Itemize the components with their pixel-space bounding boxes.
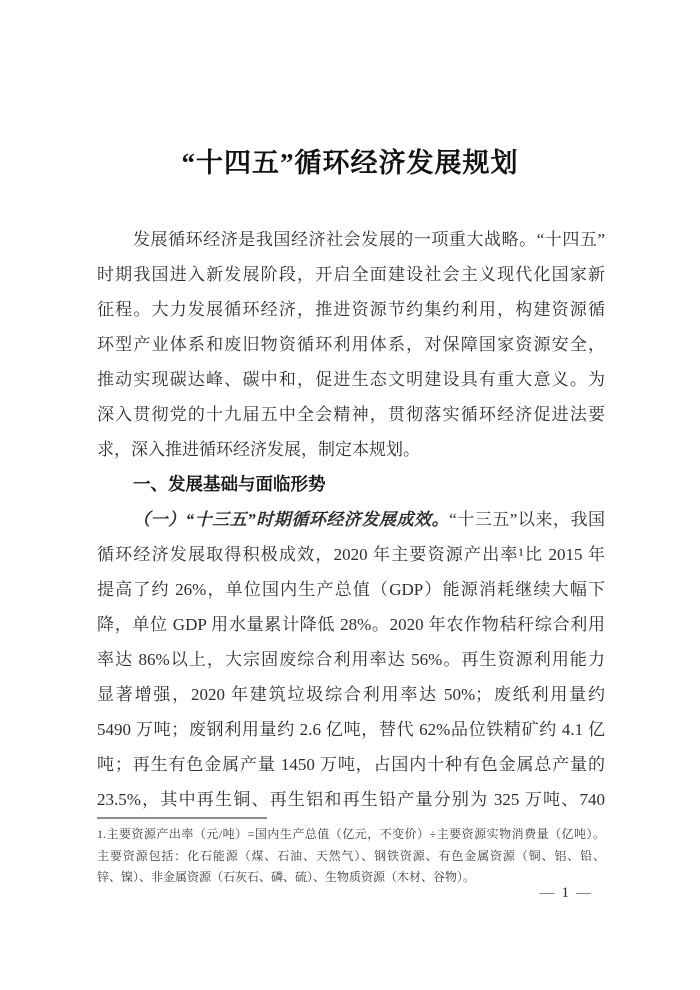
paragraph-line: 深入贯彻党的十九届五中全会精神，贯彻落实循环经济促进法要 xyxy=(97,405,605,424)
page-number xyxy=(533,883,599,903)
document-title: “十四五”循环经济发展规划 xyxy=(181,148,519,178)
paragraph-line: 推动实现碳达峰、碳中和，促进生态文明建设具有重大意义。为 xyxy=(97,370,605,389)
section-heading: 一、发展基础与面临形势 xyxy=(133,474,326,494)
footnote-line: 主要资源包括：化石能源（煤、石油、天然气）、钢铁资源、有色金属资源（铜、铝、铅、 xyxy=(97,848,605,863)
paragraph-line: 环型产业体系和废旧物资循环利用体系，对保障国家资源安全， xyxy=(97,335,605,354)
page-number-dash: — xyxy=(576,885,591,901)
paragraph-line: 循环经济发展取得积极成效，2020 年主要资源产出率¹比 2015 年 xyxy=(97,545,605,564)
paragraph-line: 降，单位 GDP 用水量累计降低 28%。2020 年农作物秸秆综合利用 xyxy=(97,615,605,634)
footnote-line: 1.主要资源产出率（元/吨）=国内生产总值（亿元，不变价）÷主要资源实物消费量（亿吨）。 xyxy=(97,827,605,841)
paragraph-line: 显著增强，2020 年建筑垃圾综合利用率达 50%；废纸利用量约 xyxy=(97,685,605,704)
paragraph-line: 5490 万吨；废钢利用量约 2.6 亿吨，替代 62%品位铁精矿约 4.1 亿 xyxy=(97,720,605,739)
subsection-lead-rest: “十三五”以来，我国 xyxy=(449,510,605,529)
footnote-separator xyxy=(97,817,267,819)
paragraph-line xyxy=(97,502,605,537)
paragraph-line: 征程。大力发展循环经济，推进资源节约集约利用，构建资源循 xyxy=(97,300,605,319)
paragraph-line: 时期我国进入新发展阶段，开启全面建设社会主义现代化国家新 xyxy=(97,265,605,284)
paragraph-line: 求，深入推进循环经济发展，制定本规划。 xyxy=(97,440,420,459)
subsection-lead: （一）“十三五”时期循环经济发展成效。 xyxy=(133,510,450,529)
document-body xyxy=(97,222,605,817)
page-number-dash: — xyxy=(539,885,555,901)
page-number-value: 1 xyxy=(561,885,569,901)
paragraph-line: 23.5%，其中再生铜、再生铝和再生铅产量分别为 325 万吨、740 xyxy=(97,790,605,809)
paragraph-line: 提高了约 26%，单位国内生产总值（GDP）能源消耗继续大幅下 xyxy=(97,580,605,599)
paragraph-line: 吨；再生有色金属产量 1450 万吨，占国内十种有色金属总产量的 xyxy=(97,755,605,774)
paragraph-line: 发展循环经济是我国经济社会发展的一项重大战略。“十四五” xyxy=(133,230,605,249)
paragraph-line: 率达 86%以上，大宗固废综合利用率达 56%。再生资源利用能力 xyxy=(97,650,605,669)
footnote xyxy=(97,817,605,889)
footnote-line: 锌、镍）、非金属资源（石灰石、磷、硫）、生物质资源（木材、谷物）。 xyxy=(97,870,476,884)
